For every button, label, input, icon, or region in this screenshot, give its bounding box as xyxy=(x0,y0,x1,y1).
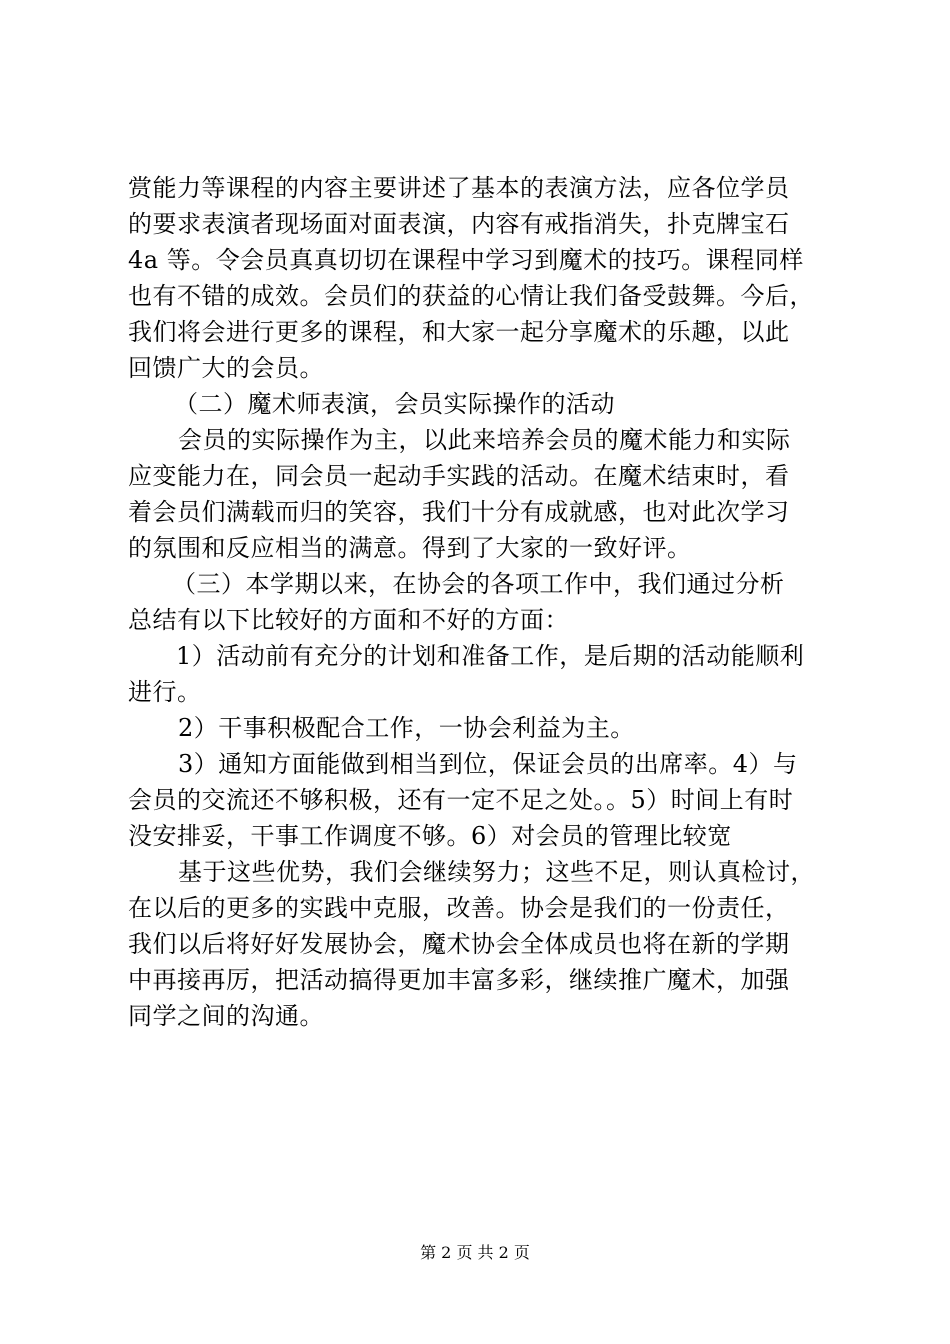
page-number: 第 2 页 共 2 页 xyxy=(420,1243,530,1262)
paragraph-start: 基于这些优势，我们会继续努力；这些不足，则认真检讨， xyxy=(178,858,815,886)
text-line: 应变能力在，同会员一起动手实践的活动。在魔术结束时，看 xyxy=(128,462,790,490)
section-heading: （三）本学期以来，在协会的各项工作中，我们通过分析 xyxy=(172,570,785,598)
text-line: 4a 等。令会员真真切切在课程中学习到魔术的技巧。课程同样 xyxy=(128,246,804,274)
text-line: 中再接再厉，把活动搞得更加丰富多彩，继续推广魔术，加强 xyxy=(128,966,790,994)
text-line: 没安排妥，干事工作调度不够。6）对会员的管理比较宽 xyxy=(128,822,732,850)
section-heading: （二）魔术师表演，会员实际操作的活动 xyxy=(174,390,615,418)
paragraph-start: 会员的实际操作为主，以此来培养会员的魔术能力和实际 xyxy=(178,426,791,454)
text-line: 同学之间的沟通。 xyxy=(128,1002,324,1030)
text-line: 赏能力等课程的内容主要讲述了基本的表演方法，应各位学员 xyxy=(128,174,790,202)
text-line: 总结有以下比较好的方面和不好的方面： xyxy=(128,606,569,634)
text-line: 的氛围和反应相当的满意。得到了大家的一致好评。 xyxy=(128,534,692,562)
text-line: 的要求表演者现场面对面表演，内容有戒指消失，扑克牌宝石 xyxy=(128,210,790,238)
text-line: 回馈广大的会员。 xyxy=(128,354,324,382)
text-line: 我们以后将好好发展协会，魔术协会全体成员也将在新的学期 xyxy=(128,930,790,958)
text-line: 在以后的更多的实践中克服，改善。协会是我们的一份责任， xyxy=(128,894,790,922)
list-item: 2）干事积极配合工作，一协会利益为主。 xyxy=(178,714,635,742)
list-item: 3）通知方面能做到相当到位，保证会员的出席率。4）与 xyxy=(178,750,798,778)
text-line: 会员的交流还不够积极，还有一定不足之处。。5）时间上有时 xyxy=(128,786,794,814)
text-line: 着会员们满载而归的笑容，我们十分有成就感，也对此次学习 xyxy=(128,498,790,526)
list-item: 1）活动前有充分的计划和准备工作，是后期的活动能顺利 xyxy=(176,642,805,670)
text-line: 我们将会进行更多的课程，和大家一起分享魔术的乐趣，以此 xyxy=(128,318,790,346)
text-line: 也有不错的成效。会员们的获益的心情让我们备受鼓舞。今后， xyxy=(128,282,814,310)
text-line: 进行。 xyxy=(128,678,202,706)
